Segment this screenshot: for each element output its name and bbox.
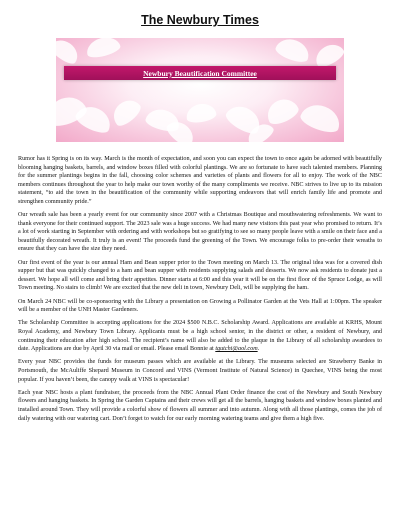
email-link[interactable]: tgutchi@aol.com bbox=[215, 346, 258, 353]
page-title bbox=[0, 13, 400, 27]
article-body bbox=[18, 155, 382, 428]
paragraph-plant-fundraiser: Each year NBC hosts a plant fundraiser, the proceeds from the NBC Annual Plant Order finance the cost of the Newbury and South Newbury flowers and hanging baskets. In Spring the Garden Captains and their crews will get all the barrels, hanging baskets and window boxes planted and installed around Town. They will provide a colorful show of flowers all summer and into autumn. Along with all those plantings, comes the job of daily watering with our watering cart. Don’t forget to watch for our early morning watering teams and give them a high five. bbox=[18, 389, 382, 422]
paragraph-museum-passes: Every year NBC provides the funds for museum passes which are available at the Library. The museums selected are Strawberry Banke in Portsmouth, the McAuliffe Shepard Museum in Concord and VINS (Vermont Institute of Natural Science) in Quechee, VINS being the most popular. If you haven’t been, the canopy walk at VINS is spectacular! bbox=[18, 359, 382, 383]
paragraph-pollinator-garden: On March 24 NBC will be co-sponsoring with the Library a presentation on Growing a Pollinator Garden at the Vets Hall at 1:00pm. The speaker will be a member of the UNH Master Gardeners. bbox=[18, 298, 382, 314]
banner-label: Newbury Beautification Committee bbox=[143, 68, 257, 78]
paragraph-spring: Rumor has it Spring is on its way. March is the month of expectation, and soon you can expect the town to once again be adorned with beautifully blooming hanging baskets, barrels, and window boxes filled with colorful plantings. We are so fortunate to have such talented members. Planning for the summer plantings begins in the fall, choosing color schemes and varieties of plants and flowers for all to enjoy. The work of the NBC members continues throughout the year to help make our town worthy of the many compliments we receive. NBC strives to live up to its mission statement, “to aid the town in the beautification of the community while supporting endeavors that will enrich family life and promote and strengthen community pride.” bbox=[18, 156, 382, 205]
paragraph-ham-bean-supper: Our first event of the year is our annual Ham and Bean supper prior to the Town meeting on March 13. The original idea was for a covered dish supper but that was quickly changed to a ham and bean supper with residents supplying salads and desserts. We now ask residents to donate just a dessert. We hope all will come and bring their appetites. Dinner starts at 6:00 and this year it will be on the first floor of the Spruce Lodge, as will Town meeting. No stairs to climb! We are excited that the new deli in town, Newbury Deli, will be supplying the ham. bbox=[18, 259, 382, 292]
newspaper-title: The Newbury Times bbox=[141, 13, 259, 27]
paragraph-scholarship bbox=[18, 319, 382, 353]
header-banner-image bbox=[56, 38, 344, 142]
scholarship-text: The Scholarship Committee is accepting applications for the 2024 $500 N.B.C. Scholarship Award. Applications are available at KRHS, Mount Royal Academy, and Newbury Town Library. Applicants must be a high school senior, in the district or other, a resident of Newbury, and continuing their education after high school. The recipient’s name will also be added to the plaque in the Library of all scholarship awardees to date. Applications are due by April 30 via mail or email. Please email Bonnie at bbox=[18, 320, 382, 353]
paragraph-wreath-sale: Our wreath sale has been a yearly event for our community since 2007 with a Christmas Boutique and mouthwatering refreshments. We want to thank everyone for their continued support. The 2023 sale was a huge success. We had many new visitors this past year who promised to return. It’s a lot of work starting in September with ordering and with workshops but so gratifying to see so many people leave with a smile on their face and a beautifully decorated wreath. It truly is an event! The proceeds fund the greening of the Town. We encourage folks to pre-order their wreaths to ensure that they can have the size they need. bbox=[18, 212, 382, 253]
banner-title-bar bbox=[64, 66, 336, 80]
scholarship-text-end: . bbox=[257, 346, 260, 353]
